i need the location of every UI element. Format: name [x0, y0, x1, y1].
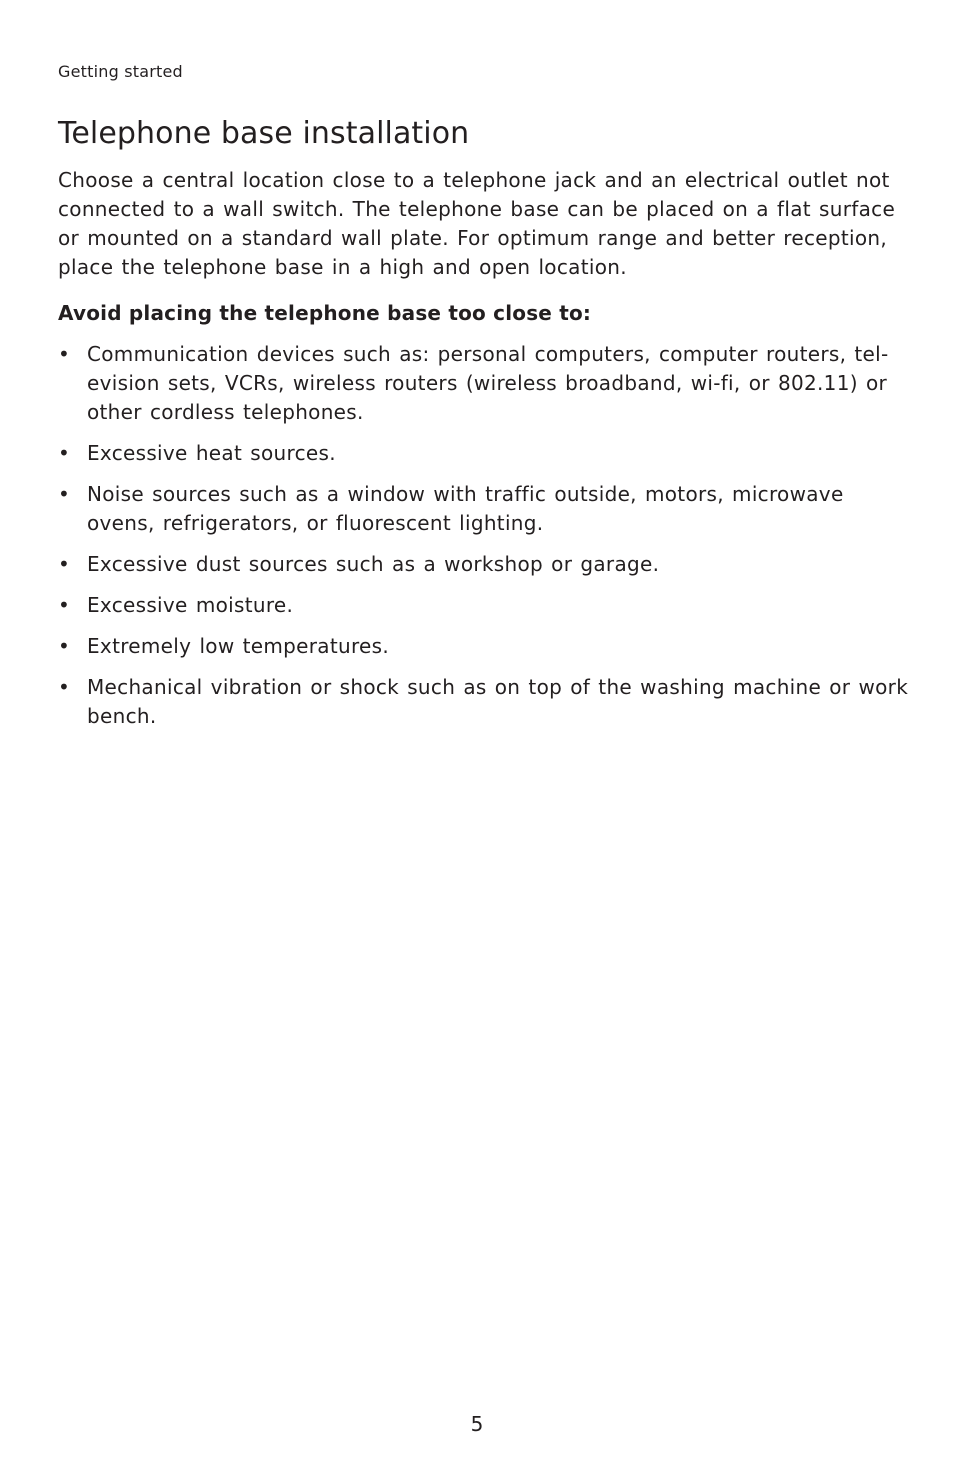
bullet-icon: • [58, 675, 71, 699]
bullet-icon: • [58, 342, 71, 366]
list-item [58, 480, 918, 538]
avoid-subheading: Avoid placing the telephone base too close to: [58, 301, 592, 325]
intro-paragraph: Choose a central location close to a telephone jack and an electrical outlet not connected to a wall switch. The telephone base can be placed on a flat surface or mounted on a standard wall plate. For optimum range and better reception, place the telephone base in a high and open location. [58, 168, 896, 279]
list-item-text: Excessive dust sources such as a workshop or garage. [87, 552, 660, 576]
bullet-icon: • [58, 593, 71, 617]
page-title: Telephone base installation [58, 116, 470, 151]
page-number: 5 [470, 1412, 484, 1436]
list-item-text: Excessive heat sources. [87, 441, 336, 465]
list-item [58, 673, 918, 731]
running-header: Getting started [58, 62, 183, 81]
list-item [58, 591, 918, 620]
bullet-icon: • [58, 482, 71, 506]
list-item-text: Noise sources such as a window with traffic outside, motors, microwave ovens, refrigerators, or fluorescent lighting. [87, 482, 844, 535]
avoid-list [58, 340, 918, 743]
list-item [58, 340, 918, 427]
list-item [58, 439, 918, 468]
bullet-icon: • [58, 441, 71, 465]
list-item-text: Communication devices such as: personal computers, computer routers, tel-evision sets, VCRs, wireless routers (wireless broadband, wi-fi, or 802.11) or other cordless telephones. [87, 342, 889, 424]
list-item [58, 550, 918, 579]
list-item-text: Extremely low temperatures. [87, 634, 390, 658]
bullet-icon: • [58, 552, 71, 576]
list-item [58, 632, 918, 661]
bullet-icon: • [58, 634, 71, 658]
list-item-text: Mechanical vibration or shock such as on top of the washing machine or work bench. [87, 675, 909, 728]
list-item-text: Excessive moisture. [87, 593, 294, 617]
